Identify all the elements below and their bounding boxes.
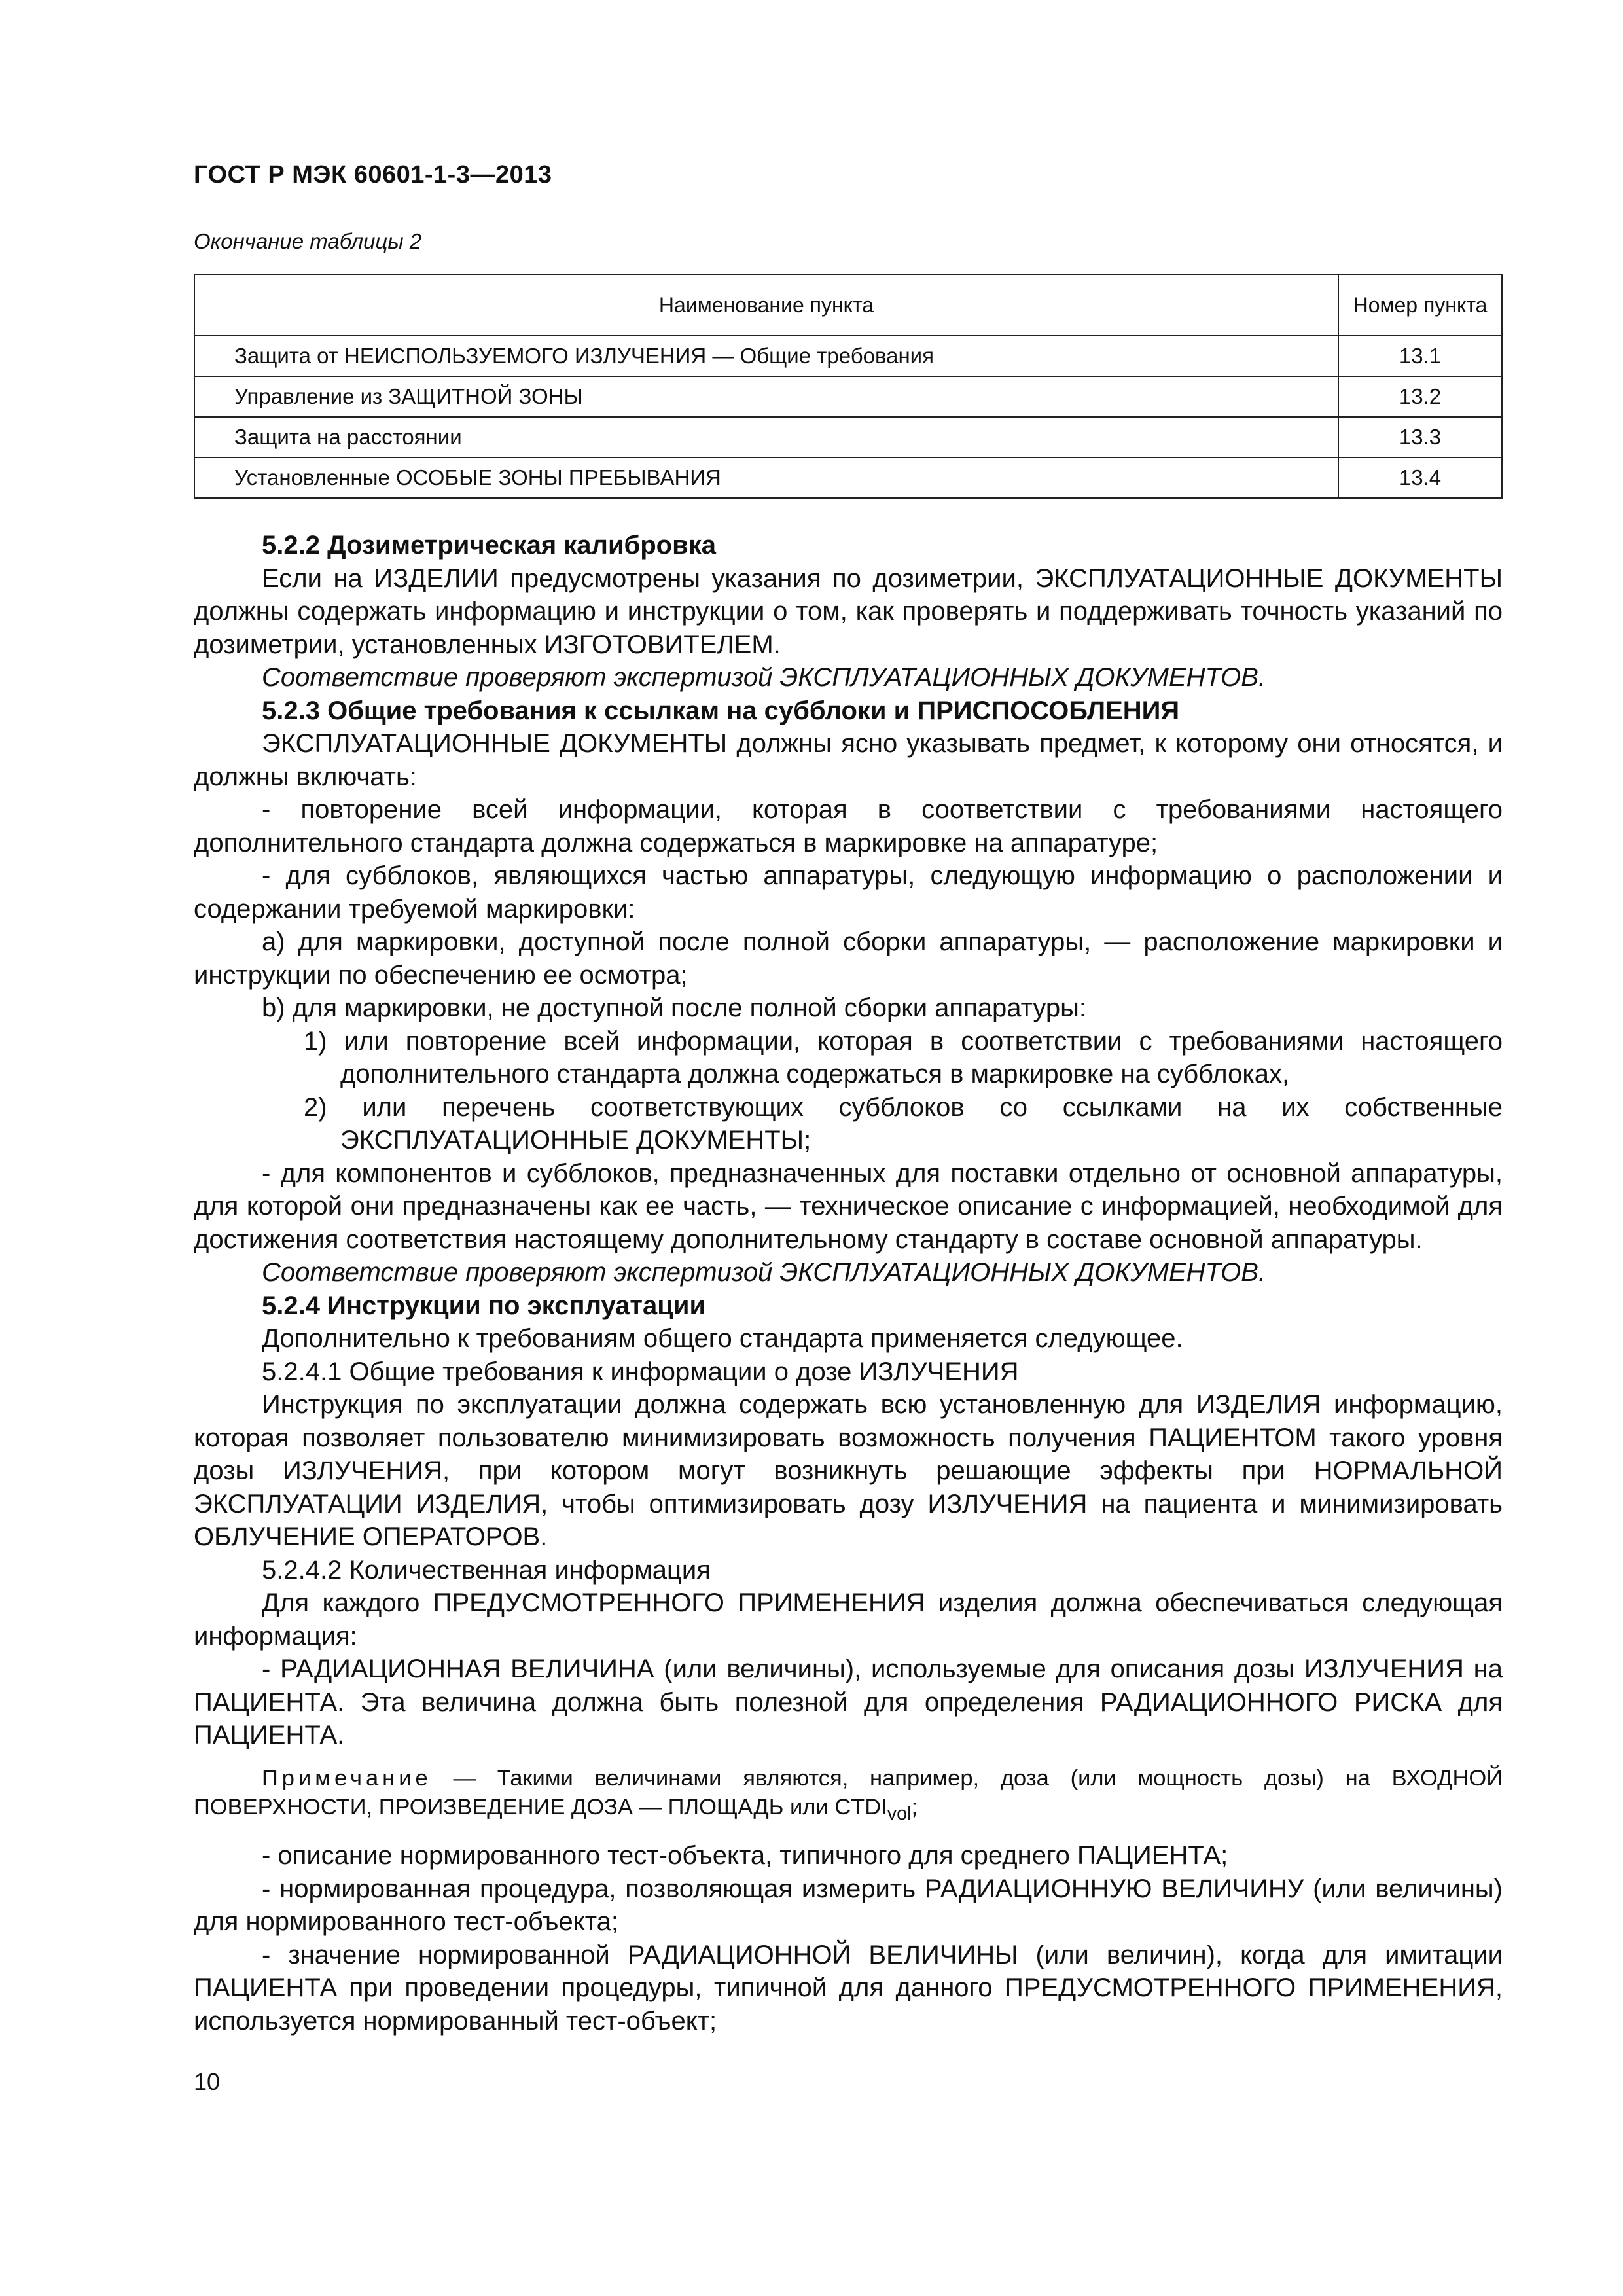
list-item: a) для маркировки, доступной после полной сборки аппаратуры, — расположение маркировки и инструкции по обеспечению ее осмотра; [194,927,1503,990]
note-subscript: vol [887,1803,912,1824]
row-name: Управление из ЗАЩИТНОЙ ЗОНЫ [194,376,1338,417]
section-heading-5-2-2: 5.2.2 Дозиметрическая калибровка [262,531,716,560]
column-header-number: Номер пункта [1338,274,1502,336]
paragraph: Инструкция по эксплуатации должна содержать всю установленную для ИЗДЕЛИЯ информацию, которая позволяет пользователю минимизировать возможность получения ПАЦИЕНТОМ такого уровня дозы ИЗЛУЧЕНИЯ, при котором могут возникнуть решающие эффекты при НОРМАЛЬНОЙ ЭКСПЛУАТАЦИИ ИЗДЕЛИЯ, чтобы оптимизировать дозу ИЗЛУЧЕНИЯ на пациента и минимизировать ОБЛУЧЕНИЕ ОПЕРАТОРОВ. [194,1390,1503,1551]
section-heading-5-2-4: 5.2.4 Инструкции по эксплуатации [262,1291,706,1320]
row-number: 13.2 [1338,376,1502,417]
list-item: - нормированная процедура, позволяющая измерить РАДИАЦИОННУЮ ВЕЛИЧИНУ (или величины) для нормированного тест-объекта; [194,1874,1503,1937]
note-text: — Такими величинами являются, например, доза (или мощность дозы) на ВХОДНОЙ ПОВЕРХНОСТИ, ПРОИЗВЕДЕНИЕ ДОЗА — ПЛОЩАДЬ или CTDI [194,1765,1503,1820]
table-row [194,457,1502,498]
note-end: ; [911,1794,918,1820]
paragraph: ЭКСПЛУАТАЦИОННЫЕ ДОКУМЕНТЫ должны ясно указывать предмет, к которому они относятся, и должны включать: [194,729,1503,791]
table-caption: Окончание таблицы 2 [194,229,422,253]
column-header-name: Наименование пункта [194,274,1338,336]
paragraph: Дополнительно к требованиям общего стандарта применяется следующее. [262,1324,1183,1353]
document-header: ГОСТ Р МЭК 60601-1-3—2013 [194,161,552,188]
compliance-check: Соответствие проверяют экспертизой ЭКСПЛУАТАЦИОННЫХ ДОКУМЕНТОВ. [262,663,1266,692]
row-name: Защита на расстоянии [194,417,1338,457]
document-body [194,529,1503,2037]
row-name: Защита от НЕИСПОЛЬЗУЕМОГО ИЗЛУЧЕНИЯ — Общие требования [194,336,1338,376]
sub-list-item: 2) или перечень соответствующих субблоков со ссылками на их собственные ЭКСПЛУАТАЦИОННЫЕ ДОКУМЕНТЫ; [304,1092,1503,1155]
section-heading-5-2-3: 5.2.3 Общие требования к ссылкам на субблоки и ПРИСПОСОБЛЕНИЯ [262,696,1180,725]
subsection-heading-5-2-4-1: 5.2.4.1 Общие требования к информации о дозе ИЗЛУЧЕНИЯ [262,1357,1019,1386]
paragraph: Если на ИЗДЕЛИИ предусмотрены указания по дозиметрии, ЭКСПЛУАТАЦИОННЫЕ ДОКУМЕНТЫ должны содержать информацию и инструкции о том, как проверять и поддерживать точность указаний по дозиметрии, установленных ИЗГОТОВИТЕЛЕМ. [194,564,1503,659]
row-number: 13.4 [1338,457,1502,498]
table-row [194,417,1502,457]
table-header-row [194,274,1502,336]
list-item: - значение нормированной РАДИАЦИОННОЙ ВЕЛИЧИНЫ (или величин), когда для имитации ПАЦИЕНТА при проведении процедуры, типичной для данного ПРЕДУСМОТРЕННОГО ПРИМЕНЕНИЯ, используется нормированный тест-объект; [194,1940,1503,2036]
table-row [194,336,1502,376]
row-number: 13.3 [1338,417,1502,457]
row-name: Установленные ОСОБЫЕ ЗОНЫ ПРЕБЫВАНИЯ [194,457,1338,498]
note-label: Примечание [262,1765,432,1791]
subsection-heading-5-2-4-2: 5.2.4.2 Количественная информация [262,1555,711,1585]
note [194,1764,1503,1828]
page-number: 10 [194,2068,221,2095]
paragraph: Для каждого ПРЕДУСМОТРЕННОГО ПРИМЕНЕНИЯ изделия должна обеспечиваться следующая информация: [194,1588,1503,1651]
row-number: 13.1 [1338,336,1502,376]
sub-list-item: 1) или повторение всей информации, которая в соответствии с требованиями настоящего дополнительного стандарта должна содержаться в маркировке на субблоках, [304,1026,1503,1088]
list-item: - описание нормированного тест-объекта, типичного для среднего ПАЦИЕНТА; [262,1841,1228,1871]
list-item: - повторение всей информации, которая в соответствии с требованиями настоящего дополнительного стандарта должна содержаться в маркировке на аппаратуре; [194,795,1503,857]
compliance-check: Соответствие проверяют экспертизой ЭКСПЛУАТАЦИОННЫХ ДОКУМЕНТОВ. [262,1258,1266,1287]
list-item: b) для маркировки, не доступной после полной сборки аппаратуры: [262,994,1087,1022]
list-item: - для субблоков, являющихся частью аппаратуры, следующую информацию о расположении и содержании требуемой маркировки: [194,861,1503,924]
list-item: - для компонентов и субблоков, предназначенных для поставки отдельно от основной аппаратуры, для которой они предназначены как ее часть, — техническое описание с информацией, необходимой для достижения соответствия настоящему дополнительному стандарту в составе основной аппаратуры. [194,1158,1503,1254]
table-row [194,376,1502,417]
clauses-table [194,274,1503,499]
list-item: - РАДИАЦИОННАЯ ВЕЛИЧИНА (или величины), используемые для описания дозы ИЗЛУЧЕНИЯ на ПАЦИЕНТА. Эта величина должна быть полезной для определения РАДИАЦИОННОГО РИСКА для ПАЦИЕНТА. [194,1655,1503,1749]
